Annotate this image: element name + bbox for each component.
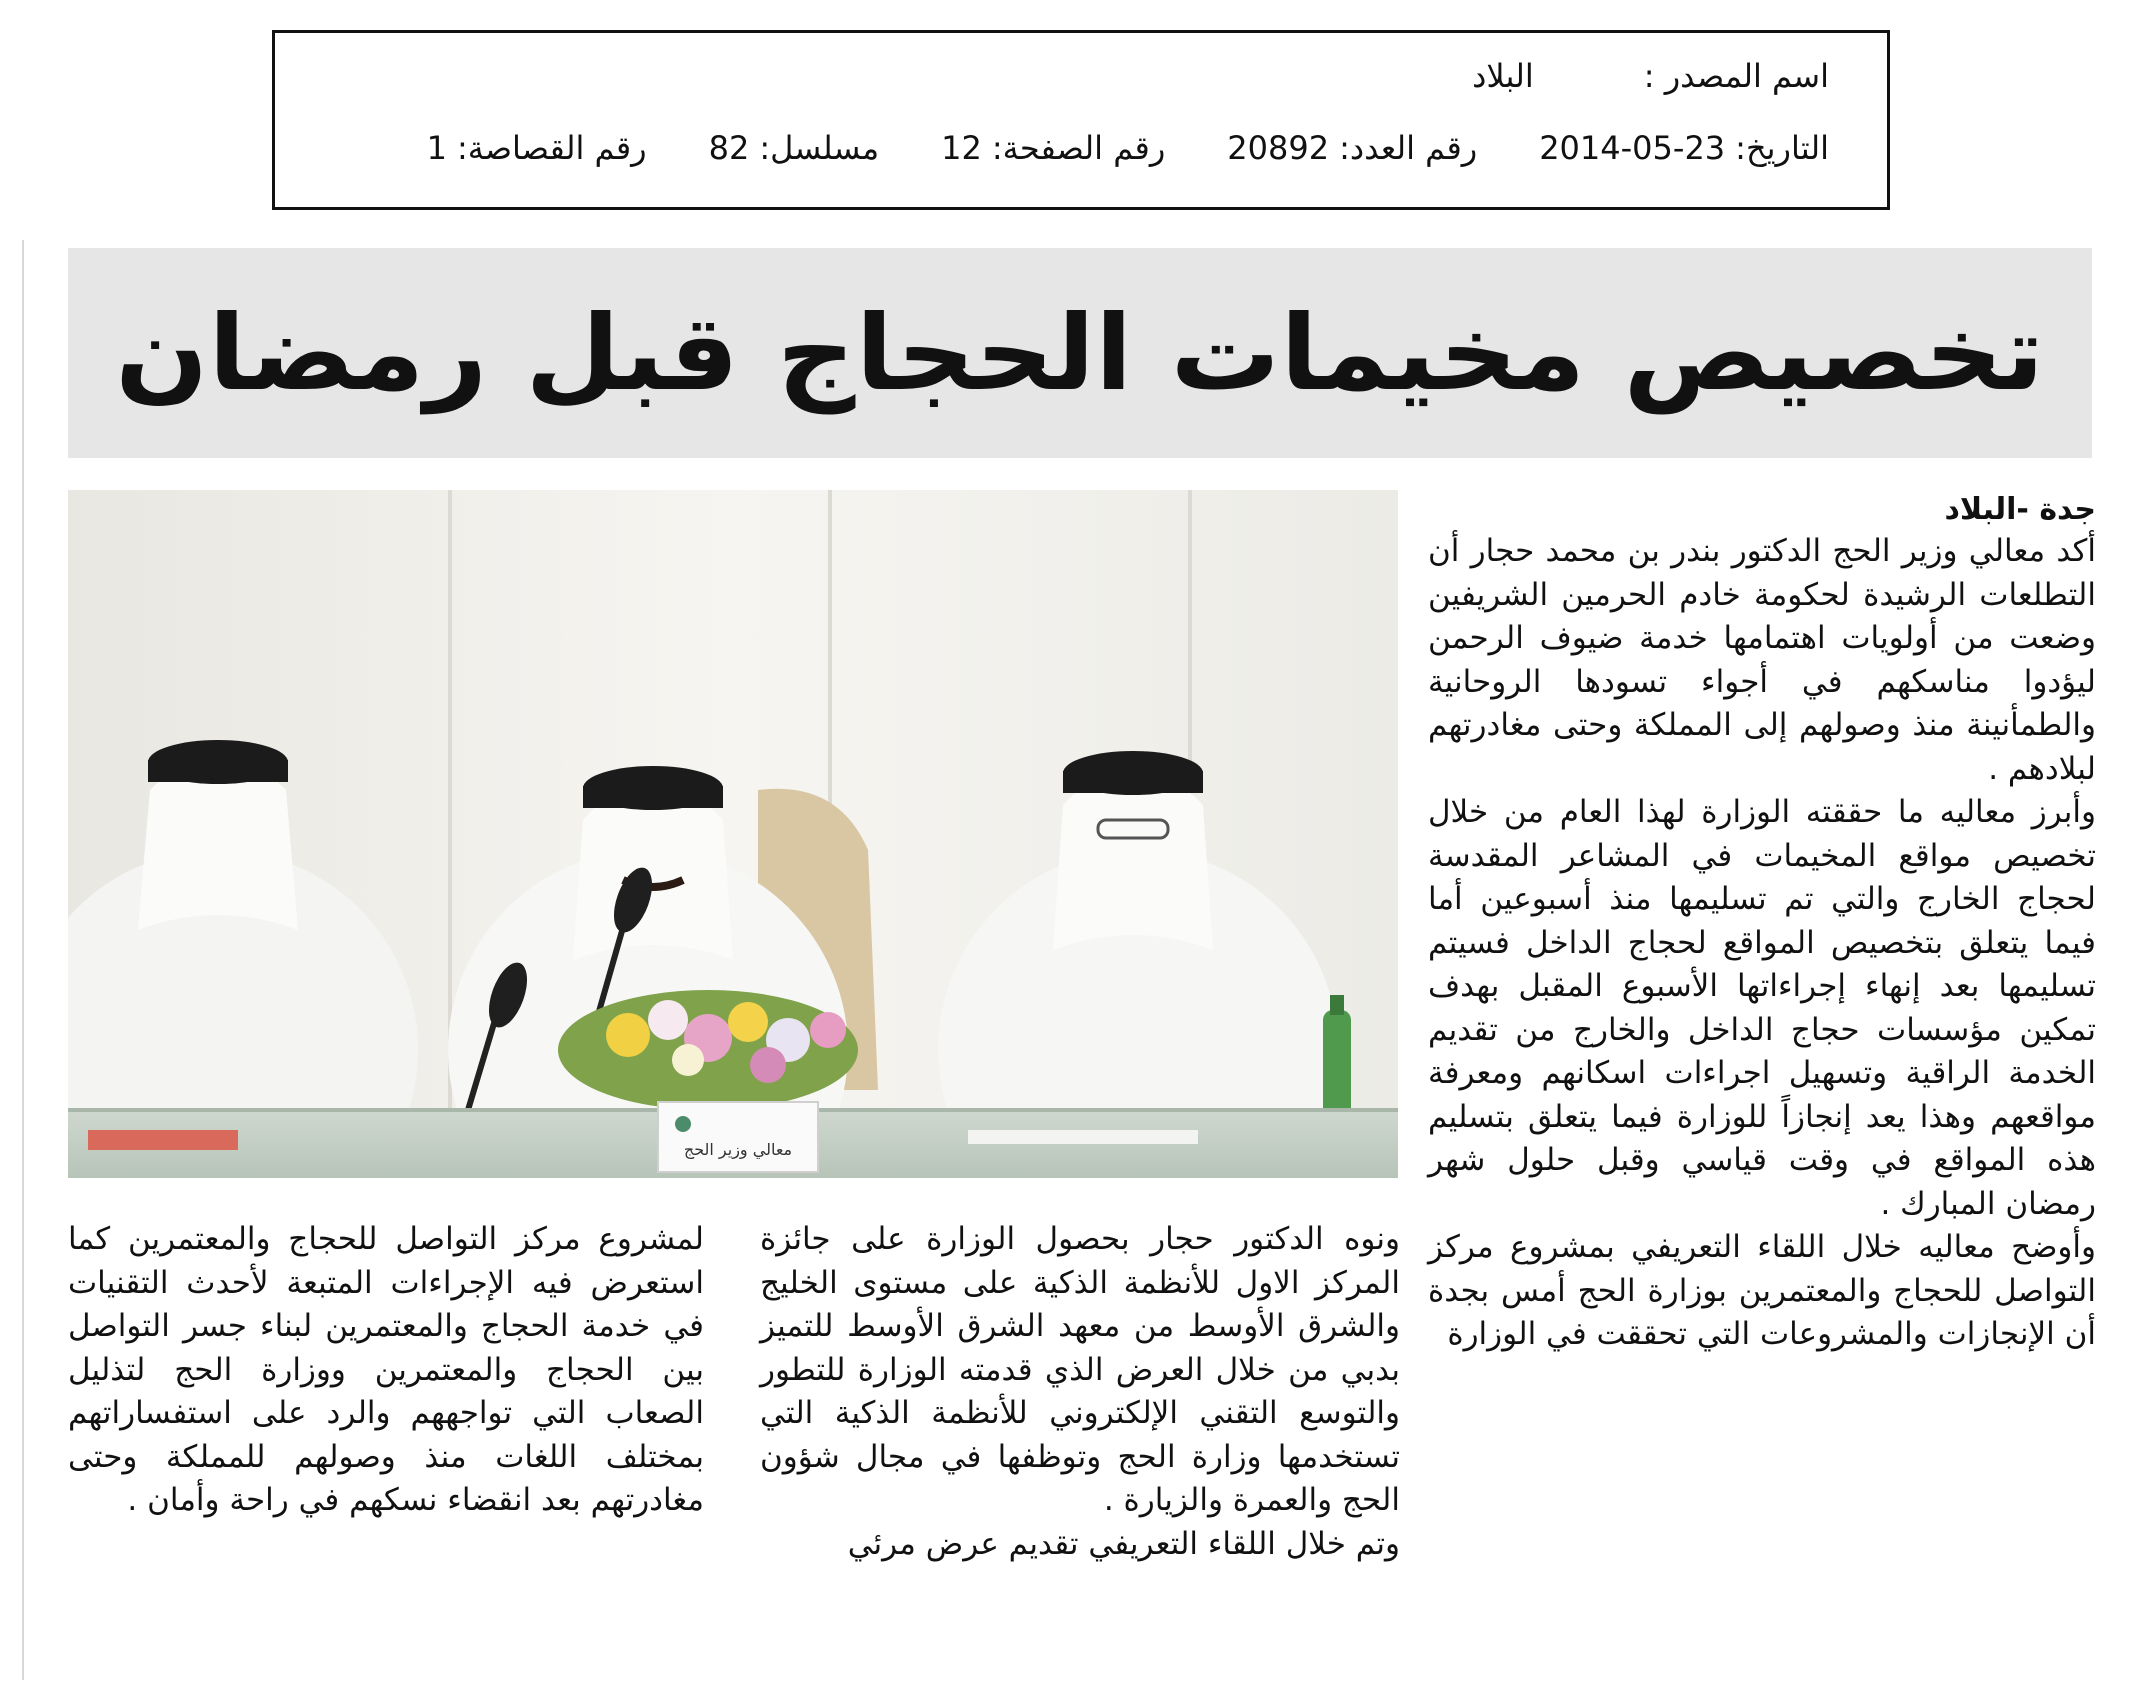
left-paragraph-1: لمشروع مركز التواصل للحجاج والمعتمرين كما استعرض فيه الإجراءات المتبعة لأحدث التقنيات في خدمة الحجاج والمعتمرين لبناء جسر التواصل بين الحجاج والمعتمرين ووزارة الحج لتذليل الصعاب التي تواجههم والرد على استفساراتهم بمختلف اللغات منذ وصولهم للمملكة وحتى مغادرتهم بعد انقضاء نسكهم في راحة وأمان . xyxy=(68,1221,704,1518)
middle-paragraph-2: وتم خلال اللقاء التعريفي تقديم عرض مرئي xyxy=(847,1525,1400,1562)
article-headline: تخصيص مخيمات الحجاج قبل رمضان xyxy=(115,292,2045,414)
right-paragraph-2: وأبرز معاليه ما حققته الوزارة لهذا العام من خلال تخصيص مواقع المخيمات في المشاعر المقدسة لحجاج الخارج والتي تم تسليمها منذ أسبوعين أما فيما يتعلق بتخصيص المواقع لحجاج الداخل فسيتم تسليمها بعد إنهاء إجراءاتها الأسبوع المقبل بهدف تمكين مؤسسات حجاج الداخل والخارج من تقديم الخدمة الراقية وتسهيل اجراءات اسكانهم ومعرفة مواقعهم وهذا يعد إنجازاً للوزارة فيما يتعلق بتسليم هذه المواقع في وقت قياسي وقبل حلول شهر رمضان المبارك . xyxy=(1428,794,2096,1222)
serial-field xyxy=(709,129,880,167)
clip-value: 1 xyxy=(426,129,447,167)
issue-value: 20892 xyxy=(1227,129,1330,167)
metadata-row-details xyxy=(315,129,1829,167)
article-column-middle xyxy=(760,1218,1400,1566)
source-label: اسم المصدر : xyxy=(1643,57,1829,95)
right-paragraph-3: وأوضح معاليه خلال اللقاء التعريفي بمشروع مركز التواصل للحجاج والمعتمرين بوزارة الحج أمس بجدة أن الإنجازات والمشروعات التي تحققت في الوزارة xyxy=(1428,1229,2096,1352)
clipping-metadata-box xyxy=(272,30,1890,210)
page-edge-rule xyxy=(22,240,24,1680)
article-column-right xyxy=(1428,490,2096,1357)
clip-field xyxy=(427,129,647,167)
right-paragraph-1: أكد معالي وزير الحج الدكتور بندر بن محمد حجار أن التطلعات الرشيدة لحكومة خادم الحرمين الشريفين وضعت من أولويات اهتمامها خدمة ضيوف الرحمن ليؤدوا مناسكهم في أجواء تسودها الروحانية والطمأنينة منذ وصولهم إلى المملكة وحتى مغادرتهم لبلادهم . xyxy=(1428,533,2096,787)
issue-label: رقم العدد: xyxy=(1339,129,1478,167)
date-value: 2014-05-23 xyxy=(1539,129,1726,167)
date-label: التاريخ: xyxy=(1735,129,1829,167)
press-conference-photo xyxy=(68,490,1398,1178)
nameplate-text: معالي وزير الحج xyxy=(683,1140,793,1159)
serial-label: مسلسل: xyxy=(759,129,880,167)
source-value: البلاد xyxy=(1472,57,1534,95)
page-label: رقم الصفحة: xyxy=(991,129,1166,167)
metadata-row-source xyxy=(315,57,1829,95)
serial-value: 82 xyxy=(708,129,750,167)
page-value: 12 xyxy=(941,129,982,167)
headline-band xyxy=(68,248,2092,458)
middle-paragraph-1: ونوه الدكتور حجار بحصول الوزارة على جائزة المركز الاول للأنظمة الذكية على مستوى الخليج والشرق الأوسط من معهد الشرق الأوسط للتميز بدبي من خلال العرض الذي قدمته الوزارة للتطور والتوسع التقني الإلكتروني للأنظمة الذكية التي تستخدمها وزارة الحج وتوظفها في مجال شؤون الحج والعمرة والزيارة . xyxy=(760,1221,1400,1518)
page-field xyxy=(941,129,1165,167)
article-column-left xyxy=(68,1218,704,1523)
clip-label: رقم القصاصة: xyxy=(456,129,647,167)
article-photo xyxy=(68,490,1398,1178)
date-field xyxy=(1539,129,1829,167)
issue-field xyxy=(1227,129,1477,167)
article-dateline: جدة -البلاد xyxy=(1944,492,2096,527)
